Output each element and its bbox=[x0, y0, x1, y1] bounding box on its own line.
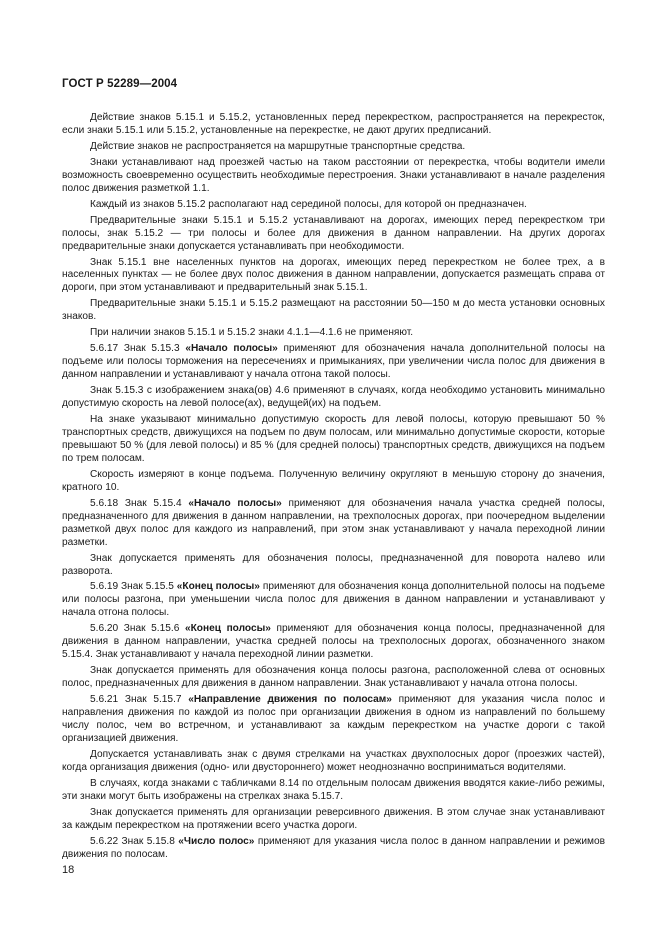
body-paragraph bbox=[62, 749, 605, 775]
body-paragraph bbox=[62, 665, 605, 691]
paragraph-text: применяют для указания числа полос и направления движения по каждой из полос при организации движения в одном из направлений по большему числу полос, чем во встречном, и устанавливают за каждым перекрестком на участке дороги с такой организацией движения. bbox=[62, 694, 605, 744]
paragraph-text: 5.6.22 Знак 5.15.8 bbox=[90, 835, 179, 847]
paragraph-text: Действие знаков 5.15.1 и 5.15.2, установленных перед перекрестком, распространяется на перекресток, если знаки 5.15.1 или 5.15.2, установленные на перекрестке, не дают других предписаний. bbox=[62, 112, 605, 136]
body-paragraph bbox=[62, 414, 605, 466]
body-paragraph bbox=[62, 469, 605, 495]
paragraph-text: применяют для обозначения конца дополнительной полосы на подъеме или полосы разгона, при уменьшении числа полос для движения в данном направлении и устанавливают у начала отгона полосы. bbox=[62, 581, 605, 619]
body-paragraph bbox=[62, 298, 605, 324]
paragraph-text: В случаях, когда знаками с табличками 8.14 по отдельным полосам движения вводятся какие-либо режимы, эти знаки могут быть изображены на стрелках знака 5.15.7. bbox=[62, 777, 605, 802]
body-paragraph bbox=[62, 498, 605, 550]
paragraph-text: 5.6.20 Знак 5.15.6 bbox=[90, 623, 185, 635]
sign-name-bold: «Направление движения по полосам» bbox=[188, 694, 392, 706]
paragraph-text: Действие знаков не распространяется на маршрутные транспортные средства. bbox=[90, 140, 466, 152]
paragraph-text: При наличии знаков 5.15.1 и 5.15.2 знаки 4.1.1—4.1.6 не применяют. bbox=[90, 327, 414, 339]
paragraph-text: применяют для обозначения начала дополнительной полосы на подъеме или полосы торможения на пересечениях и примыканиях, при увеличении числа полос для движения в данном направлении и устанавливают у начала отгона такой полосы. bbox=[62, 343, 605, 381]
sign-name-bold: «Начало полосы» bbox=[188, 497, 282, 509]
body-paragraph bbox=[62, 112, 605, 138]
sign-name-bold: «Начало полосы» bbox=[185, 343, 278, 355]
paragraph-text: Каждый из знаков 5.15.2 располагают над серединой полосы, для которой он предназначен. bbox=[90, 198, 527, 210]
body-paragraph bbox=[62, 807, 605, 833]
paragraph-text: 5.6.21 Знак 5.15.7 bbox=[90, 694, 189, 706]
paragraph-text: Допускается устанавливать знак с двумя стрелками на участках двухполосных дорог (проезжих частей), когда организация движения (одно- или двустороннего) может неоднозначно восприниматься водителями. bbox=[62, 748, 605, 773]
body-paragraph bbox=[62, 778, 605, 804]
paragraph-text: Знак допускается применять для организации реверсивного движения. В этом случае знак устанавливают за каждым перекрестком на протяжении всего участка дороги. bbox=[62, 806, 605, 831]
body-paragraph bbox=[62, 199, 605, 212]
body-paragraph bbox=[62, 385, 605, 411]
paragraph-text: Предварительные знаки 5.15.1 и 5.15.2 размещают на расстоянии 50—150 м до места установки основных знаков. bbox=[62, 298, 605, 323]
body-paragraph bbox=[62, 327, 605, 340]
body-paragraph bbox=[62, 215, 605, 254]
paragraph-text: 5.6.18 Знак 5.15.4 bbox=[90, 497, 189, 509]
paragraph-text: Знак 5.15.3 с изображением знака(ов) 4.6 применяют в случаях, когда необходимо установить минимально допустимую скорость на левой полосе(ах), ведущей(их) на подъем. bbox=[62, 385, 605, 410]
body-paragraph bbox=[62, 694, 605, 746]
paragraph-text: Предварительные знаки 5.15.1 и 5.15.2 устанавливают на дорогах, имеющих перед перекрестком три полосы, знак 5.15.2 — три полосы и более для движения в данном направлении. На других дорогах предварительные знаки допускается устанавливать при необходимости. bbox=[62, 214, 605, 252]
paragraph-text: Знак допускается применять для обозначения конца полосы разгона, расположенной слева от основных полос, предназначенных для движения в данном направлении. Знак устанавливают у начала отгона полосы. bbox=[62, 665, 605, 690]
paragraph-text: На знаке указывают минимально допустимую скорость для левой полосы, которую превышают 50 % транспортных средств, движущихся на подъем по двум полосам, или минимально допустимые скорости, которые превышают 50 % (для левой полосы) и 85 % (для средней полосы) транспортных средств, движущихся на подъем по трем полосам. bbox=[62, 414, 605, 464]
paragraph-text: 5.6.19 Знак 5.15.5 bbox=[90, 581, 177, 593]
body-paragraph bbox=[62, 257, 605, 296]
body-paragraph bbox=[62, 141, 605, 154]
paragraph-text: применяют для обозначения конца полосы, предназначенной для движения в данном направлении, участка средней полосы на трехполосных дорогах, обозначенного знаком 5.15.4. Знак устанавливают у начала переходной линии разметки. bbox=[62, 623, 605, 661]
body-paragraph bbox=[62, 157, 605, 196]
paragraph-text: Знак допускается применять для обозначения полосы, предназначенной для поворота налево или разворота. bbox=[62, 552, 605, 577]
paragraph-text: Знак 5.15.1 вне населенных пунктов на дорогах, имеющих перед перекрестком не более трех, а в населенных пунктах — не более двух полос движения в данном направлении, допускается размещать справа от дороги, при этом устанавливают и предварительный знак 5.15.1. bbox=[62, 256, 605, 294]
paragraph-text: 5.6.17 Знак 5.15.3 bbox=[90, 343, 186, 355]
body-paragraph bbox=[62, 623, 605, 662]
paragraph-text: применяют для обозначения начала участка средней полосы, предназначенного для движения в данном направлении, на трехполосных дорогах, при поочередном выделении разметкой двух полос для каждого из направлений, при этом знак устанавливают у начала переходной линии разметки. bbox=[62, 497, 605, 548]
paragraph-text: применяют для указания числа полос в данном направлении и режимов движения по полосам. bbox=[62, 835, 606, 860]
body-paragraph bbox=[62, 581, 605, 620]
sign-name-bold: «Число полос» bbox=[178, 835, 255, 847]
page-number: 18 bbox=[62, 864, 75, 876]
body-paragraph bbox=[62, 553, 605, 579]
paragraph-text: Знаки устанавливают над проезжей частью на таком расстоянии от перекрестка, чтобы водители имели возможность своевременно осуществить необходимые перестроения. Знаки устанавливают в начале разделения полос движения разметкой 1.1. bbox=[62, 156, 605, 194]
sign-name-bold: «Конец полосы» bbox=[176, 581, 260, 593]
paragraph-text: Скорость измеряют в конце подъема. Полученную величину округляют в меньшую сторону до значения, кратного 10. bbox=[62, 468, 605, 493]
body-paragraph bbox=[62, 343, 605, 382]
document-header: ГОСТ Р 52289—2004 bbox=[62, 78, 178, 90]
document-body bbox=[62, 112, 605, 865]
sign-name-bold: «Конец полосы» bbox=[184, 623, 271, 635]
body-paragraph bbox=[62, 836, 605, 862]
